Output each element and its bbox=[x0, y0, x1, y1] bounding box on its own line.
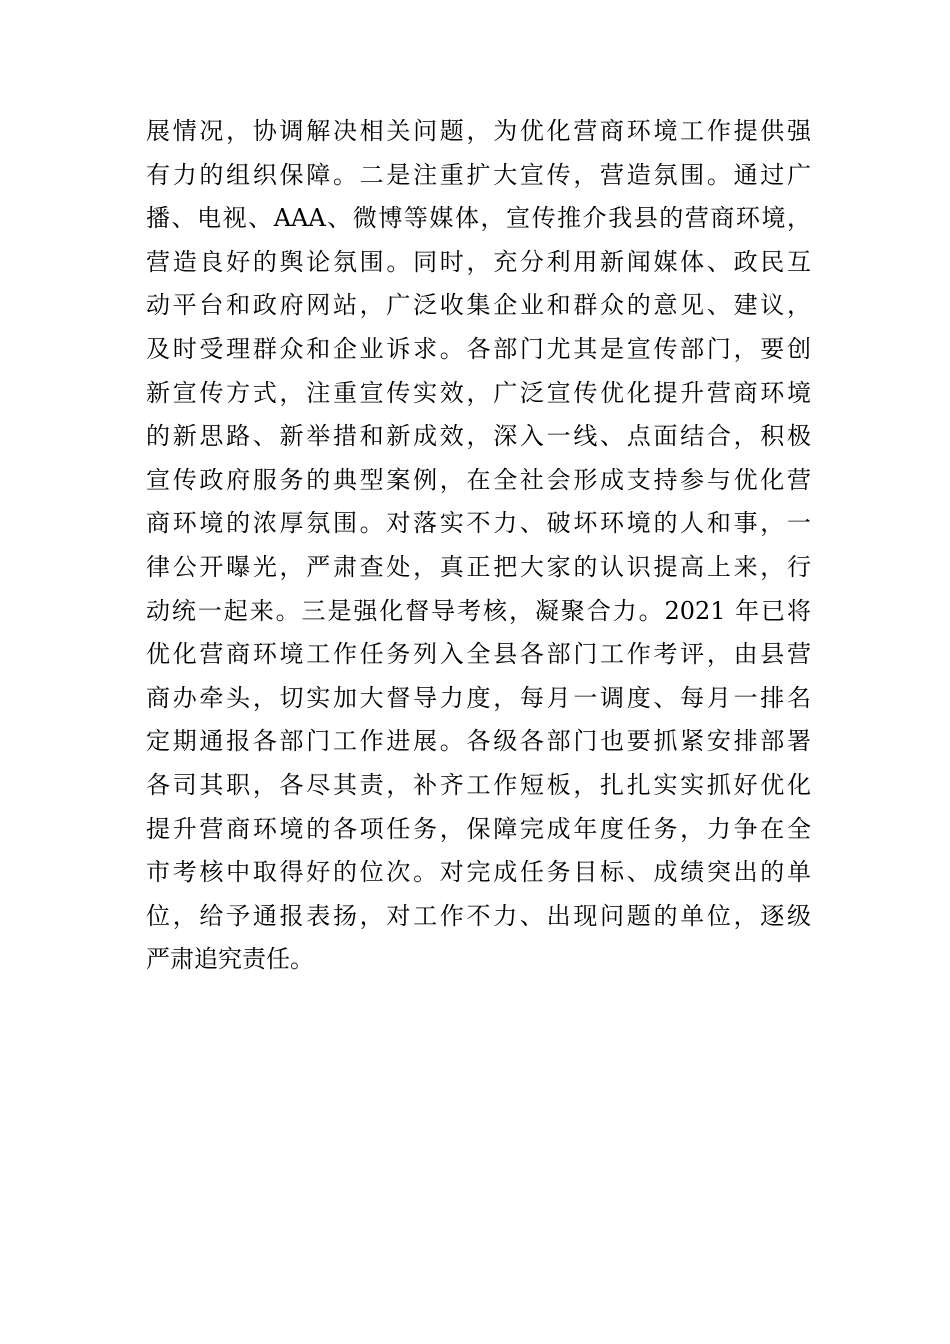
text-line: 动统一起来。三是强化督导考核，凝聚合力。2021 年已将 bbox=[146, 596, 811, 625]
text-line: 优化营商环境工作任务列入全县各部门工作考评，由县营 bbox=[146, 640, 811, 669]
text-line: 定期通报各部门工作进展。各级各部门也要抓紧安排部署 bbox=[146, 727, 811, 756]
text-line: 展情况，协调解决相关问题，为优化营商环境工作提供强 bbox=[146, 117, 811, 145]
text-line: 商环境的浓厚氛围。对落实不力、破坏环境的人和事，一 bbox=[146, 509, 811, 538]
text-line: 有力的组织保障。二是注重扩大宣传，营造氛围。通过广 bbox=[146, 160, 811, 189]
text-line: 的新思路、新举措和新成效，深入一线、点面结合，积极 bbox=[146, 422, 811, 451]
text-line: 律公开曝光，严肃查处，真正把大家的认识提高上来，行 bbox=[146, 552, 811, 581]
text-line: 及时受理群众和企业诉求。各部门尤其是宣传部门，要创 bbox=[146, 334, 811, 363]
body-paragraph bbox=[146, 110, 811, 982]
text-line: 宣传政府服务的典型案例，在全社会形成支持参与优化营 bbox=[146, 465, 811, 494]
text-line: 各司其职，各尽其责，补齐工作短板，扎扎实实抓好优化 bbox=[146, 770, 811, 799]
text-line: 新宣传方式，注重宣传实效，广泛宣传优化提升营商环境 bbox=[146, 378, 811, 407]
text-line: 动平台和政府网站，广泛收集企业和群众的意见、建议， bbox=[146, 291, 811, 320]
text-line: 商办牵头，切实加大督导力度，每月一调度、每月一排名 bbox=[146, 683, 811, 712]
text-line: 市考核中取得好的位次。对完成任务目标、成绩突出的单 bbox=[146, 858, 811, 887]
text-line: 提升营商环境的各项任务，保障完成年度任务，力争在全 bbox=[146, 814, 811, 843]
text-line: 位，给予通报表扬，对工作不力、出现问题的单位，逐级 bbox=[146, 901, 811, 930]
text-line: 播、电视、AAA、微博等媒体，宣传推介我县的营商环境， bbox=[146, 204, 811, 233]
text-line: 营造良好的舆论氛围。同时，充分利用新闻媒体、政民互 bbox=[146, 247, 811, 276]
text-line: 严肃追究责任。 bbox=[146, 945, 314, 974]
